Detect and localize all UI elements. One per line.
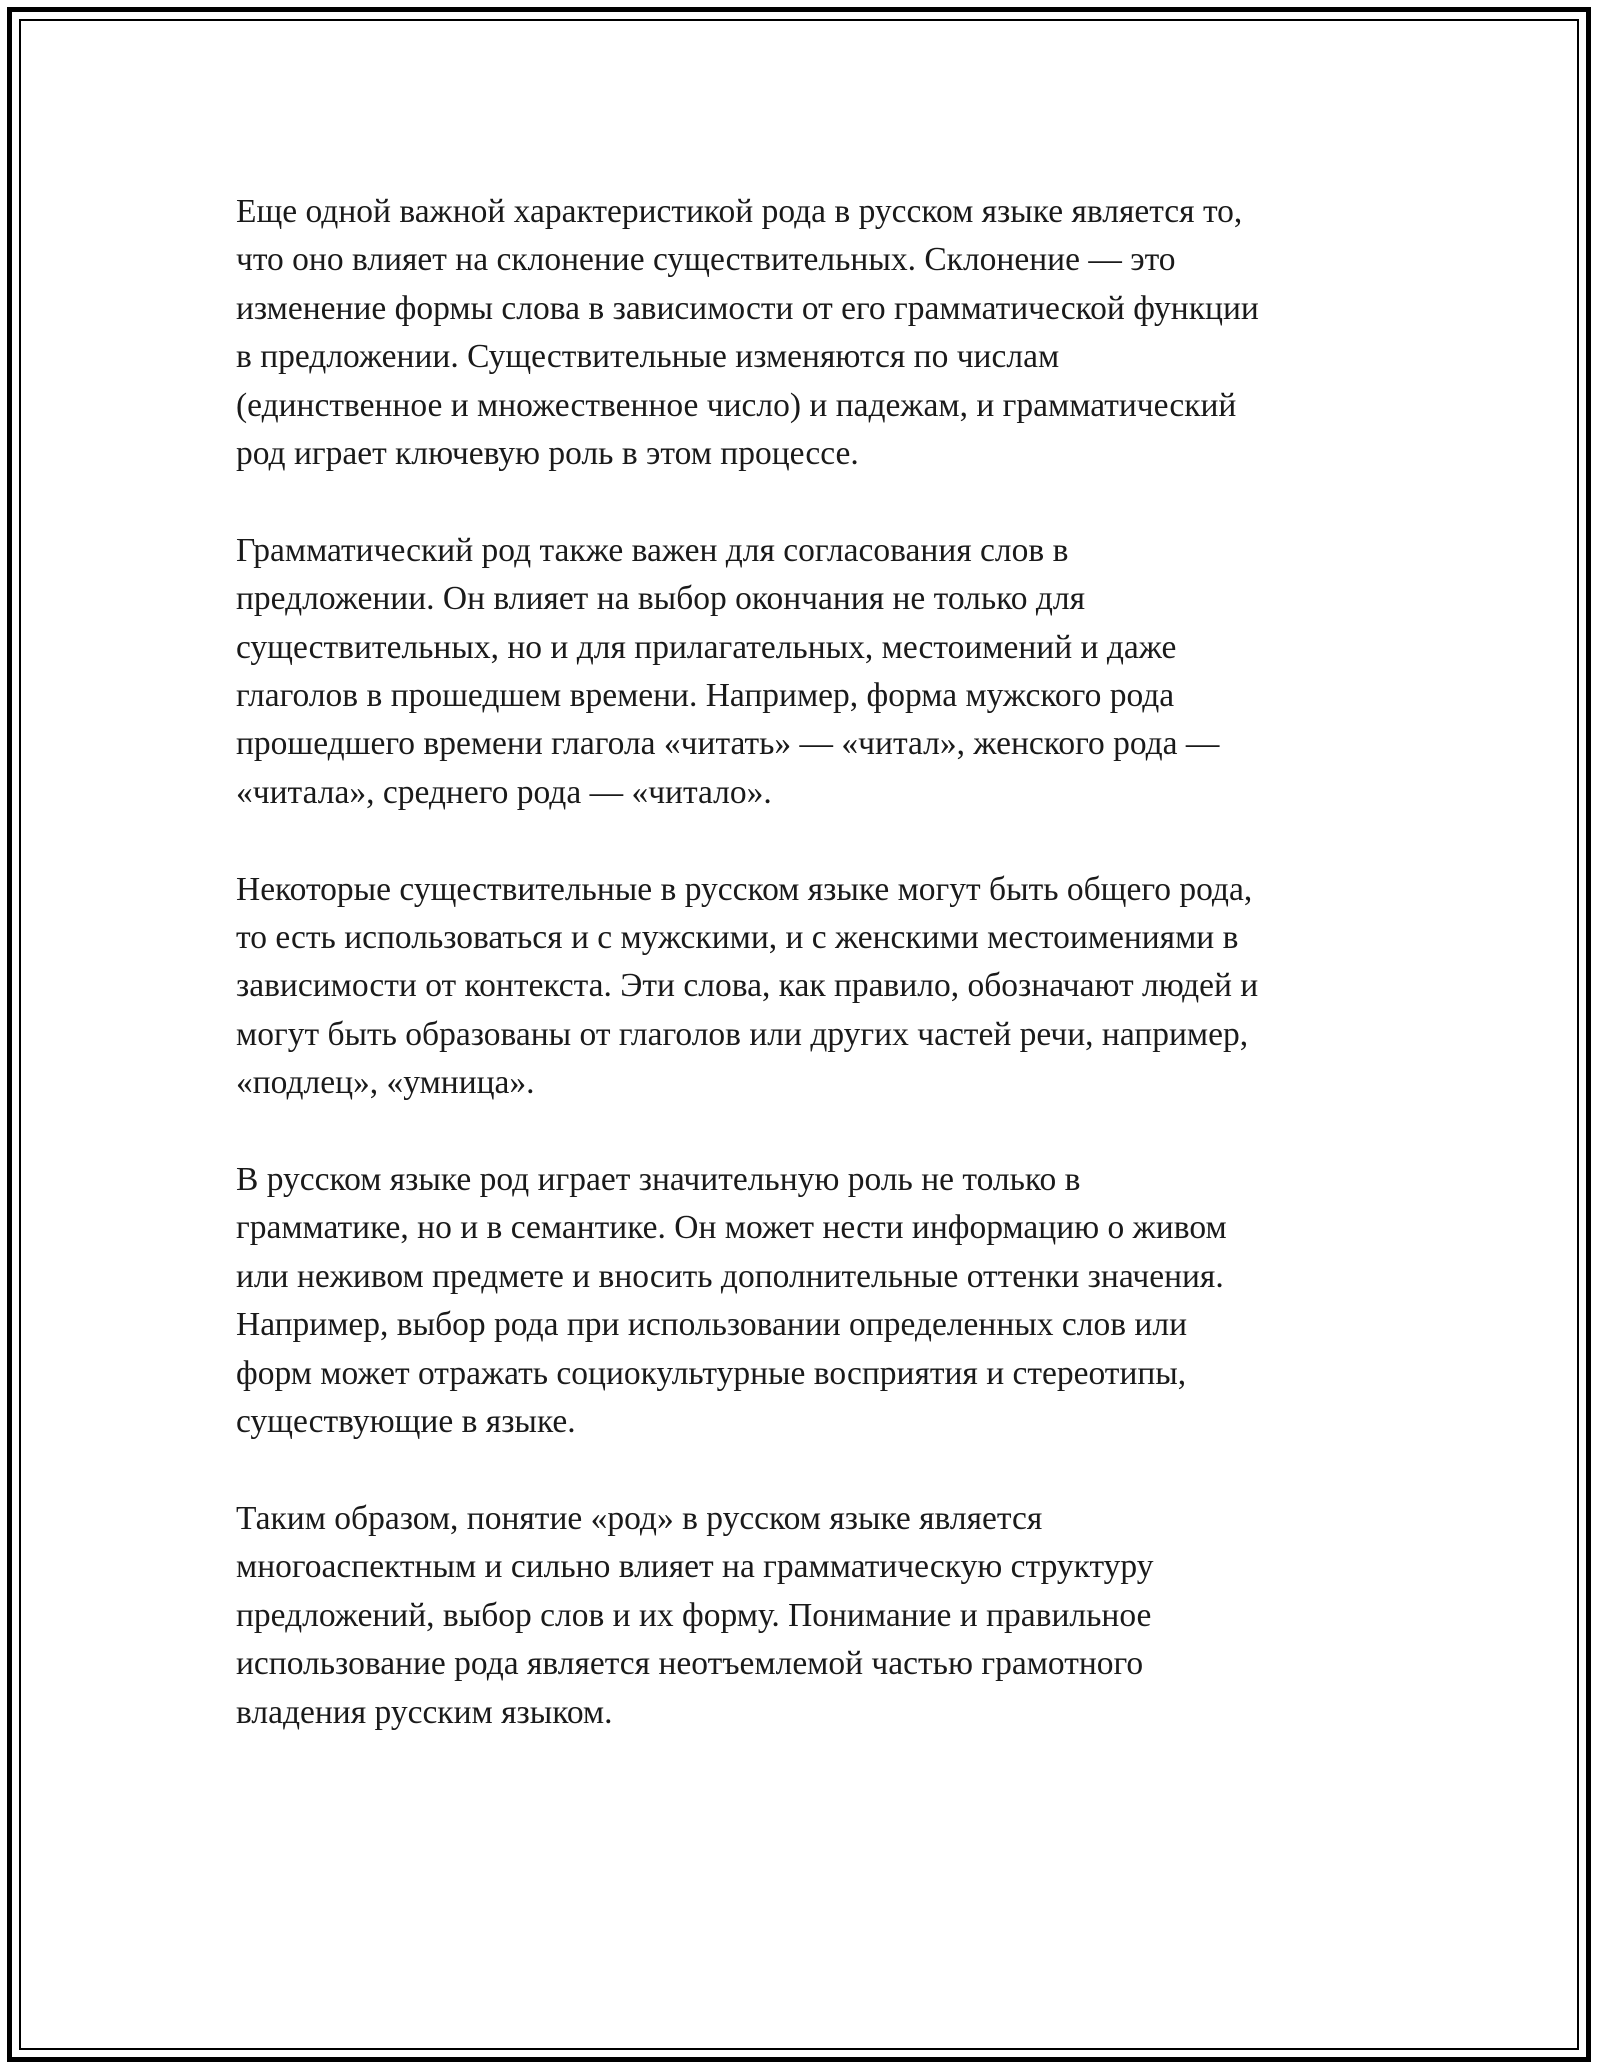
paragraph-5	[236, 1495, 1386, 1737]
text-line: предложений, выбор слов и их форму. Понимание и правильное	[236, 1596, 1152, 1634]
text-line: прошедшего времени глагола «читать» — «читал», женского рода —	[236, 725, 1220, 763]
text-line: в предложении. Существительные изменяются по числам	[236, 338, 1060, 376]
document-body	[236, 188, 1386, 1785]
text-line: зависимости от контекста. Эти слова, как правило, обозначают людей и	[236, 967, 1259, 1005]
text-line: существительных, но и для прилагательных, местоимений и даже	[236, 628, 1177, 666]
text-line: В русском языке род играет значительную роль не только в	[236, 1161, 1081, 1199]
text-line: Таким образом, понятие «род» в русском языке является	[236, 1499, 1043, 1537]
text-line: Некоторые существительные в русском языке могут быть общего рода,	[236, 870, 1253, 908]
text-line: что оно влияет на склонение существительных. Склонение — это	[236, 241, 1176, 279]
text-line: то есть использоваться и с мужскими, и с женскими местоимениями в	[236, 919, 1239, 957]
text-line: или неживом предмете и вносить дополнительные оттенки значения.	[236, 1257, 1224, 1295]
text-line: предложении. Он влияет на выбор окончания не только для	[236, 580, 1086, 618]
paragraph-1	[236, 188, 1386, 478]
paragraph-3	[236, 866, 1386, 1108]
text-line: использование рода является неотъемлемой частью грамотного	[236, 1645, 1144, 1683]
text-line: могут быть образованы от глаголов или других частей речи, например,	[236, 1015, 1249, 1053]
text-line: глаголов в прошедшем времени. Например, форма мужского рода	[236, 677, 1175, 715]
text-line: владения русским языком.	[236, 1693, 613, 1731]
text-line: грамматике, но и в семантике. Он может нести информацию о живом	[236, 1209, 1227, 1247]
text-line: Грамматический род также важен для согласования слов в	[236, 531, 1069, 569]
text-line: «читала», среднего рода — «читало».	[236, 773, 772, 811]
text-line: (единственное и множественное число) и падежам, и грамматический	[236, 386, 1237, 424]
paragraph-2	[236, 527, 1386, 817]
text-line: форм может отражать социокультурные восприятия и стереотипы,	[236, 1354, 1187, 1392]
text-line: многоаспектным и сильно влияет на грамматическую структуру	[236, 1548, 1154, 1586]
text-line: изменение формы слова в зависимости от его грамматической функции	[236, 289, 1259, 327]
text-line: род играет ключевую роль в этом процессе.	[236, 435, 859, 473]
paragraph-4	[236, 1156, 1386, 1446]
text-line: существующие в языке.	[236, 1403, 576, 1441]
text-line: «подлец», «умница».	[236, 1064, 535, 1102]
text-line: Еще одной важной характеристикой рода в русском языке является то,	[236, 193, 1243, 230]
text-line: Например, выбор рода при использовании определенных слов или	[236, 1306, 1188, 1344]
